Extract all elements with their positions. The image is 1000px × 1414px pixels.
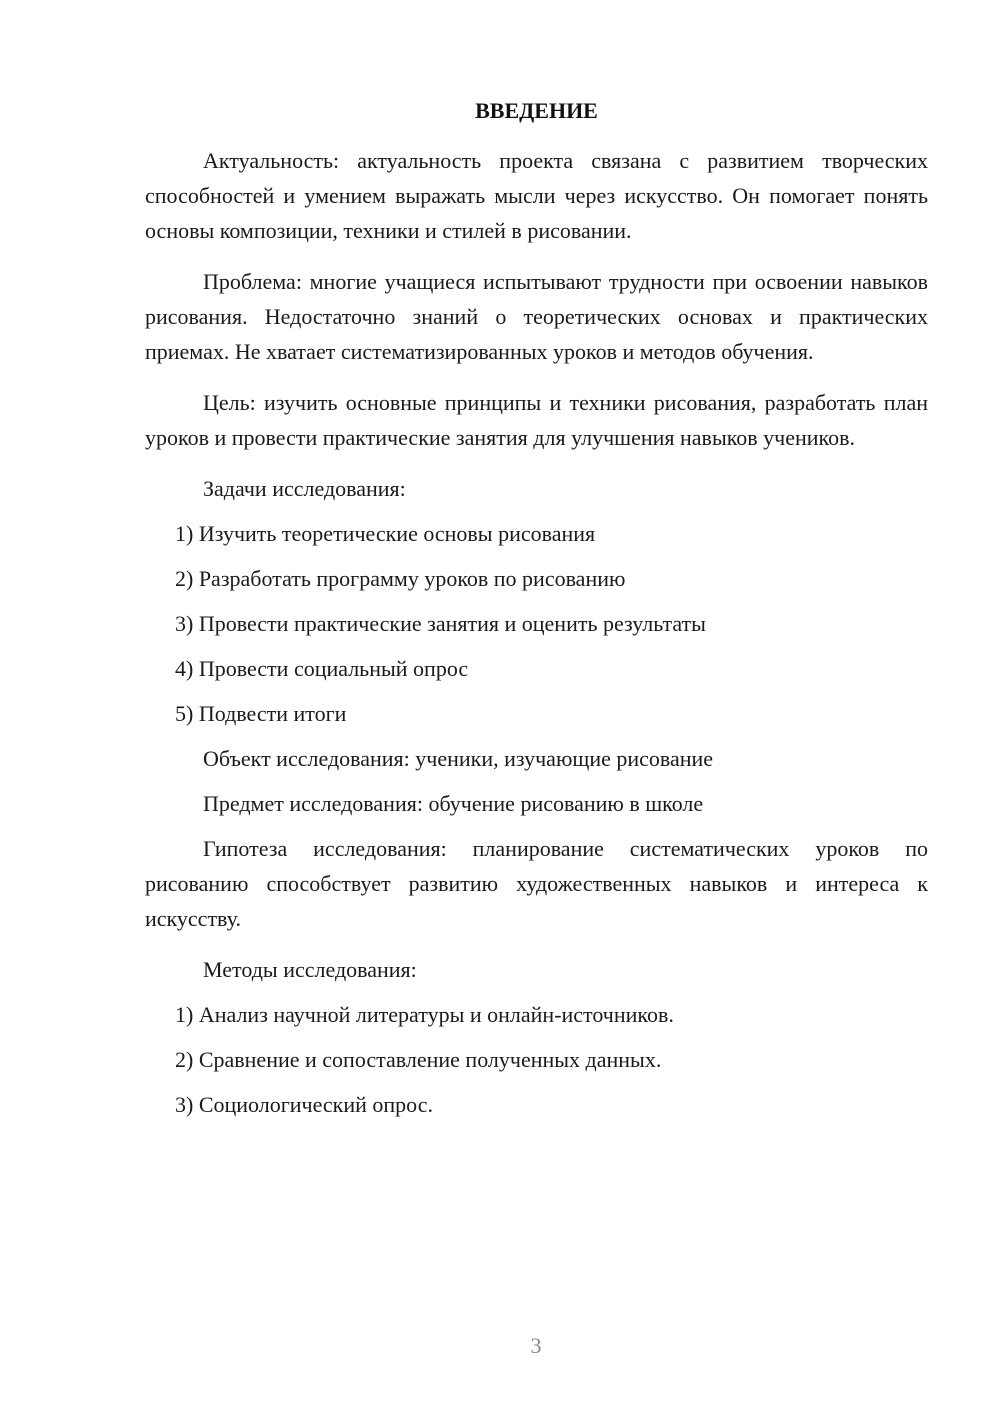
- tasks-title: Задачи исследования:: [203, 476, 406, 501]
- method-item: 2) Сравнение и сопоставление полученных данных.: [175, 1047, 662, 1072]
- hypothesis-paragraph: Гипотеза исследования: планирование систематических уроков по рисованию способствует развитию художественных навыков и интереса к искусству.: [145, 836, 928, 931]
- task-item: 4) Провести социальный опрос: [175, 656, 469, 681]
- page-number: 3: [530, 1333, 542, 1358]
- research-object: Объект исследования: ученики, изучающие рисование: [203, 746, 714, 771]
- problem-paragraph: Проблема: многие учащиеся испытывают трудности при освоении навыков рисования. Недостаточно знаний о теоретических основах и практических приемах. Не хватает систематизированных уроков и методов обучения.: [145, 269, 928, 364]
- section-heading: ВВЕДЕНИЕ: [475, 98, 598, 123]
- page-content: [145, 96, 928, 1132]
- task-item: 5) Подвести итоги: [175, 701, 347, 726]
- method-item: 3) Социологический опрос.: [175, 1092, 433, 1117]
- goal-paragraph: Цель: изучить основные принципы и техники рисования, разработать план уроков и провести практические занятия для улучшения навыков учеников.: [145, 390, 928, 450]
- relevance-paragraph: Актуальность: актуальность проекта связана с развитием творческих способностей и умением выражать мысли через искусство. Он помогает понять основы композиции, техники и стилей в рисовании.: [145, 148, 928, 243]
- task-item: 2) Разработать программу уроков по рисованию: [175, 566, 626, 591]
- task-item: 1) Изучить теоретические основы рисования: [175, 521, 596, 546]
- methods-title: Методы исследования:: [203, 957, 417, 982]
- research-subject: Предмет исследования: обучение рисованию в школе: [203, 791, 704, 816]
- task-item: 3) Провести практические занятия и оценить результаты: [175, 611, 706, 636]
- method-item: 1) Анализ научной литературы и онлайн-источников.: [175, 1002, 674, 1027]
